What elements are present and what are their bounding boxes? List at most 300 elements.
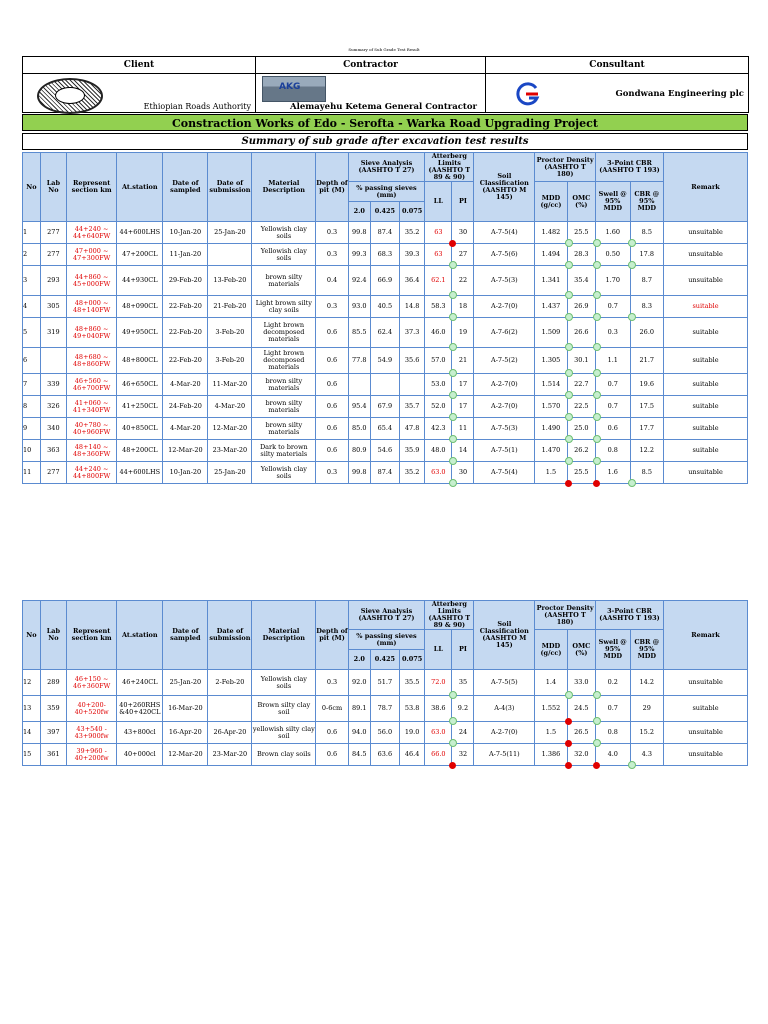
sieve-0-425: 66.9	[370, 266, 399, 296]
remark: suitable	[664, 296, 748, 318]
liquid-limit: 72.0	[425, 670, 452, 696]
sieve-0-425: 63.6	[370, 744, 399, 766]
date-submission: 4-Mar-20	[208, 396, 252, 418]
cbr-value: 8.5	[630, 222, 664, 244]
cbr-value: 29	[630, 696, 664, 722]
sieve-0-425: 87.4	[370, 462, 399, 484]
row-no: 15	[23, 744, 41, 766]
row-no: 6	[23, 348, 41, 374]
gondwana-logo-icon	[516, 82, 540, 106]
lab-no: 340	[40, 418, 66, 440]
col-sieve-0-425: 0.425	[370, 650, 399, 670]
date-submission	[208, 244, 252, 266]
col-represent: Represent section km	[66, 601, 116, 670]
omc-value: 25.0	[567, 418, 595, 440]
col-material: Material Description	[252, 153, 316, 222]
plasticity-index: 21	[452, 348, 474, 374]
swell-value: 4.0	[595, 744, 630, 766]
represent-section: 48+140 ~ 48+360FW	[66, 440, 116, 462]
lab-no: 305	[40, 296, 66, 318]
col-swell: Swell @ 95% MDD	[595, 182, 630, 222]
sieve-0-075: 19.0	[400, 722, 425, 744]
cbr-value: 19.6	[630, 374, 664, 396]
sieve-2-0: 85.5	[348, 318, 370, 348]
date-submission: 23-Mar-20	[208, 744, 252, 766]
pit-depth: 0.6	[316, 318, 348, 348]
col-soil: Soil Classification (AASHTO M 145)	[474, 153, 535, 222]
mdd-value: 1.470	[535, 440, 567, 462]
sieve-2-0: 99.8	[348, 462, 370, 484]
represent-section: 41+060 ~ 41+340FW	[66, 396, 116, 418]
sieve-0-075: 14.8	[400, 296, 425, 318]
plasticity-index: 24	[452, 722, 474, 744]
at-station: 47+200CL	[117, 244, 163, 266]
table-row	[23, 418, 748, 440]
col-omc: OMC (%)	[567, 630, 595, 670]
sieve-2-0: 92.0	[348, 670, 370, 696]
swell-value: 0.6	[595, 418, 630, 440]
row-no: 10	[23, 440, 41, 462]
date-submission: 13-Feb-20	[208, 266, 252, 296]
date-sampled: 16-Apr-20	[163, 722, 208, 744]
liquid-limit: 58.3	[425, 296, 452, 318]
remark: unsuitable	[664, 722, 748, 744]
plasticity-index: 18	[452, 296, 474, 318]
cbr-value: 8.7	[630, 266, 664, 296]
represent-section: 46+150 ~ 46+360FW	[66, 670, 116, 696]
consultant-heading: Consultant	[486, 57, 749, 74]
col-atterberg: Atterberg Limits (AASHTO T 89 & 90)	[425, 153, 474, 182]
table-row	[23, 744, 748, 766]
col-ll: LL	[425, 630, 452, 670]
material-description: Brown clay soils	[252, 744, 316, 766]
era-logo-icon	[37, 78, 103, 114]
material-description: Dark to brown silty materials	[252, 440, 316, 462]
date-sampled: 29-Feb-20	[163, 266, 208, 296]
date-submission: 3-Feb-20	[208, 348, 252, 374]
pit-depth: 0.3	[316, 462, 348, 484]
remark: suitable	[664, 440, 748, 462]
results-table-2	[22, 600, 748, 766]
at-station: 46+650CL	[117, 374, 163, 396]
col-sieve: Sieve Analysis (AASHTO T 27)	[348, 153, 424, 182]
at-station: 41+250CL	[117, 396, 163, 418]
plasticity-index: 35	[452, 670, 474, 696]
mdd-value: 1.305	[535, 348, 567, 374]
mdd-value: 1.494	[535, 244, 567, 266]
material-description: Yellowish clay soils	[252, 222, 316, 244]
plasticity-index: 30	[452, 462, 474, 484]
represent-section: 48+680 ~ 48+860FW	[66, 348, 116, 374]
mdd-value: 1.552	[535, 696, 567, 722]
liquid-limit: 38.6	[425, 696, 452, 722]
col-lab-no: Lab No	[40, 153, 66, 222]
table-row	[23, 396, 748, 418]
row-no: 4	[23, 296, 41, 318]
date-sampled: 12-Mar-20	[163, 440, 208, 462]
soil-class: A-7-5(4)	[474, 462, 535, 484]
row-no: 3	[23, 266, 41, 296]
sieve-0-425: 54.9	[370, 348, 399, 374]
pit-depth: 0.3	[316, 296, 348, 318]
sieve-0-075: 35.5	[400, 670, 425, 696]
fail-marker-icon	[593, 762, 600, 769]
summary-title: Summary of sub grade after excavation test results	[22, 133, 748, 150]
client-heading: Client	[23, 57, 256, 74]
col-date-submission: Date of submission	[208, 153, 252, 222]
liquid-limit: 63.0	[425, 462, 452, 484]
col-passing: % passing sieves (mm)	[348, 182, 424, 202]
cbr-value: 21.7	[630, 348, 664, 374]
contractor-cell	[256, 74, 486, 113]
col-remark: Remark	[664, 153, 748, 222]
col-mdd: MDD (g/cc)	[535, 182, 567, 222]
represent-section: 47+000 ~ 47+300FW	[66, 244, 116, 266]
remark: suitable	[664, 318, 748, 348]
results-table-1	[22, 152, 748, 484]
col-sieve-0-425: 0.425	[370, 202, 399, 222]
cbr-value: 17.5	[630, 396, 664, 418]
col-cbr95: CBR @ 95% MDD	[630, 630, 664, 670]
sieve-0-425	[370, 374, 399, 396]
sieve-0-425: 54.6	[370, 440, 399, 462]
omc-value: 26.9	[567, 296, 595, 318]
col-sieve-2-0: 2.0	[348, 202, 370, 222]
row-no: 13	[23, 696, 41, 722]
consultant-cell	[486, 74, 749, 113]
at-station: 44+600LHS	[117, 222, 163, 244]
material-description: Yellowish clay soils	[252, 670, 316, 696]
swell-value: 0.3	[595, 318, 630, 348]
swell-value: 1.60	[595, 222, 630, 244]
swell-value: 1.1	[595, 348, 630, 374]
date-sampled: 22-Feb-20	[163, 318, 208, 348]
date-sampled: 10-Jan-20	[163, 462, 208, 484]
remark: suitable	[664, 396, 748, 418]
row-no: 14	[23, 722, 41, 744]
material-description: Brown silty clay soil	[252, 696, 316, 722]
row-no: 12	[23, 670, 41, 696]
soil-class: A-4(3)	[474, 696, 535, 722]
col-cbr: 3-Point CBR (AASHTO T 193)	[595, 153, 663, 182]
col-sieve-2-0: 2.0	[348, 650, 370, 670]
omc-value: 26.2	[567, 440, 595, 462]
contractor-heading: Contractor	[256, 57, 486, 74]
fail-marker-icon	[449, 762, 456, 769]
omc-value: 24.5	[567, 696, 595, 722]
sieve-2-0: 92.4	[348, 266, 370, 296]
omc-value: 33.0	[567, 670, 595, 696]
sieve-0-075: 39.3	[400, 244, 425, 266]
sieve-0-075: 47.8	[400, 418, 425, 440]
col-pi: PI	[452, 182, 474, 222]
sieve-0-075	[400, 374, 425, 396]
col-sieve: Sieve Analysis (AASHTO T 27)	[348, 601, 424, 630]
soil-class: A-7-5(3)	[474, 418, 535, 440]
swell-value: 0.2	[595, 670, 630, 696]
remark: unsuitable	[664, 462, 748, 484]
sieve-0-075: 53.8	[400, 696, 425, 722]
at-station: 44+600LHS	[117, 462, 163, 484]
table-row	[23, 266, 748, 296]
fail-marker-icon	[593, 480, 600, 487]
represent-section: 46+560 ~ 46+700FW	[66, 374, 116, 396]
represent-section: 44+240 ~ 44+800FW	[66, 462, 116, 484]
col-material: Material Description	[252, 601, 316, 670]
swell-value: 0.8	[595, 440, 630, 462]
liquid-limit: 48.0	[425, 440, 452, 462]
sieve-0-075: 35.2	[400, 462, 425, 484]
sieve-0-075: 35.9	[400, 440, 425, 462]
cbr-value: 8.5	[630, 462, 664, 484]
liquid-limit: 62.1	[425, 266, 452, 296]
swell-value: 1.6	[595, 462, 630, 484]
mdd-value: 1.437	[535, 296, 567, 318]
liquid-limit: 46.0	[425, 318, 452, 348]
omc-value: 28.3	[567, 244, 595, 266]
swell-value: 0.7	[595, 296, 630, 318]
at-station: 40+000cl	[117, 744, 163, 766]
col-cbr: 3-Point CBR (AASHTO T 193)	[595, 601, 663, 630]
col-depth: Depth of pit (M)	[316, 601, 348, 670]
pass-marker-icon	[628, 479, 636, 487]
col-no: No	[23, 153, 41, 222]
date-submission: 25-Jan-20	[208, 462, 252, 484]
liquid-limit: 63	[425, 222, 452, 244]
col-pi: PI	[452, 630, 474, 670]
pit-depth: 0.6	[316, 374, 348, 396]
at-station: 40+260RHS &40+420CL	[117, 696, 163, 722]
sieve-2-0: 89.1	[348, 696, 370, 722]
lab-no: 397	[40, 722, 66, 744]
material-description: brown silty materials	[252, 418, 316, 440]
sieve-2-0: 93.0	[348, 296, 370, 318]
row-no: 9	[23, 418, 41, 440]
material-description: brown silty materials	[252, 266, 316, 296]
soil-class: A-7-5(4)	[474, 222, 535, 244]
table-row	[23, 244, 748, 266]
sieve-0-075: 36.4	[400, 266, 425, 296]
contractor-name: Alemayehu Ketema General Contractor	[290, 102, 478, 112]
date-sampled: 24-Feb-20	[163, 396, 208, 418]
plasticity-index: 9.2	[452, 696, 474, 722]
date-sampled: 4-Mar-20	[163, 374, 208, 396]
remark: unsuitable	[664, 222, 748, 244]
col-date-sampled: Date of sampled	[163, 153, 208, 222]
remark: suitable	[664, 348, 748, 374]
date-submission: 26-Apr-20	[208, 722, 252, 744]
sieve-0-425: 56.0	[370, 722, 399, 744]
soil-class: A-2-7(0)	[474, 396, 535, 418]
cbr-value: 8.3	[630, 296, 664, 318]
represent-section: 43+540 - 43+900fw	[66, 722, 116, 744]
plasticity-index: 19	[452, 318, 474, 348]
table-row	[23, 440, 748, 462]
at-station: 49+950CL	[117, 318, 163, 348]
col-date-sampled: Date of sampled	[163, 601, 208, 670]
at-station: 48+800CL	[117, 348, 163, 374]
col-no: No	[23, 601, 41, 670]
sieve-2-0: 85.0	[348, 418, 370, 440]
pit-depth: 0-6cm	[316, 696, 348, 722]
represent-section: 44+240 ~ 44+640FW	[66, 222, 116, 244]
table-row	[23, 318, 748, 348]
omc-value: 32.0	[567, 744, 595, 766]
soil-class: A-2-7(0)	[474, 374, 535, 396]
liquid-limit: 66.0	[425, 744, 452, 766]
date-submission: 3-Feb-20	[208, 318, 252, 348]
sieve-2-0: 84.5	[348, 744, 370, 766]
col-date-submission: Date of submission	[208, 601, 252, 670]
date-submission: 25-Jan-20	[208, 222, 252, 244]
at-station: 40+850CL	[117, 418, 163, 440]
represent-section: 48+000 ~ 48+140FW	[66, 296, 116, 318]
swell-value: 0.7	[595, 696, 630, 722]
liquid-limit: 52.0	[425, 396, 452, 418]
date-sampled: 11-Jan-20	[163, 244, 208, 266]
at-station: 48+090CL	[117, 296, 163, 318]
col-ll: LL	[425, 182, 452, 222]
sieve-0-075: 37.3	[400, 318, 425, 348]
sieve-0-425: 68.3	[370, 244, 399, 266]
col-sieve-0-075: 0.075	[400, 650, 425, 670]
party-header	[22, 56, 749, 113]
swell-value: 0.50	[595, 244, 630, 266]
remark: suitable	[664, 418, 748, 440]
swell-value: 1.70	[595, 266, 630, 296]
pit-depth: 0.6	[316, 348, 348, 374]
col-at-station: At.station	[117, 601, 163, 670]
col-proctor: Proctor Density (AASHTO T 180)	[535, 601, 596, 630]
remark: unsuitable	[664, 266, 748, 296]
pass-marker-icon	[449, 479, 457, 487]
col-lab-no: Lab No	[40, 601, 66, 670]
material-description: brown silty materials	[252, 396, 316, 418]
material-description: Yellowish clay soils	[252, 244, 316, 266]
omc-value: 26.5	[567, 722, 595, 744]
mdd-value: 1.4	[535, 670, 567, 696]
col-mdd: MDD (g/cc)	[535, 630, 567, 670]
col-sieve-0-075: 0.075	[400, 202, 425, 222]
sieve-0-425: 65.4	[370, 418, 399, 440]
date-sampled: 10-Jan-20	[163, 222, 208, 244]
col-depth: Depth of pit (M)	[316, 153, 348, 222]
col-omc: OMC (%)	[567, 182, 595, 222]
soil-class: A-7-5(5)	[474, 670, 535, 696]
col-at-station: At.station	[117, 153, 163, 222]
row-no: 5	[23, 318, 41, 348]
date-sampled: 22-Feb-20	[163, 296, 208, 318]
at-station: 48+200CL	[117, 440, 163, 462]
lab-no: 361	[40, 744, 66, 766]
project-title: Constraction Works of Edo - Serofta - Warka Road Upgrading Project	[22, 114, 748, 131]
date-sampled: 16-Mar-20	[163, 696, 208, 722]
mdd-value: 1.490	[535, 418, 567, 440]
table-row	[23, 374, 748, 396]
col-proctor: Proctor Density (AASHTO T 180)	[535, 153, 596, 182]
cbr-value: 12.2	[630, 440, 664, 462]
date-sampled: 22-Feb-20	[163, 348, 208, 374]
sieve-0-425: 51.7	[370, 670, 399, 696]
pit-depth: 0.6	[316, 396, 348, 418]
col-soil: Soil Classification (AASHTO M 145)	[474, 601, 535, 670]
omc-value: 25.5	[567, 222, 595, 244]
soil-class: A-2-7(0)	[474, 722, 535, 744]
represent-section: 48+860 ~ 49+040FW	[66, 318, 116, 348]
sieve-2-0: 95.4	[348, 396, 370, 418]
plasticity-index: 32	[452, 744, 474, 766]
date-sampled: 25-Jan-20	[163, 670, 208, 696]
material-description: brown silty materials	[252, 374, 316, 396]
remark: unsuitable	[664, 744, 748, 766]
date-submission: 23-Mar-20	[208, 440, 252, 462]
mdd-value: 1.386	[535, 744, 567, 766]
sieve-0-425: 62.4	[370, 318, 399, 348]
sieve-0-075: 35.7	[400, 396, 425, 418]
mdd-value: 1.5	[535, 722, 567, 744]
pit-depth: 0.3	[316, 244, 348, 266]
lab-no: 293	[40, 266, 66, 296]
omc-value: 22.5	[567, 396, 595, 418]
table-row	[23, 722, 748, 744]
material-description: Light brown decomposed materials	[252, 348, 316, 374]
lab-no: 277	[40, 462, 66, 484]
table-row	[23, 670, 748, 696]
cbr-value: 4.3	[630, 744, 664, 766]
sieve-0-075: 46.4	[400, 744, 425, 766]
soil-class: A-7-5(1)	[474, 440, 535, 462]
cbr-value: 15.2	[630, 722, 664, 744]
represent-section: 40+780 ~ 40+960FW	[66, 418, 116, 440]
at-station: 46+240CL	[117, 670, 163, 696]
liquid-limit: 63	[425, 244, 452, 266]
pit-depth: 0.6	[316, 722, 348, 744]
swell-value: 0.7	[595, 396, 630, 418]
pit-depth: 0.6	[316, 440, 348, 462]
mdd-value: 1.482	[535, 222, 567, 244]
col-remark: Remark	[664, 601, 748, 670]
soil-class: A-7-5(6)	[474, 244, 535, 266]
mdd-value: 1.509	[535, 318, 567, 348]
sieve-2-0	[348, 374, 370, 396]
represent-section: 40+200- 40+520fw	[66, 696, 116, 722]
material-description: yellowish silty clay soil	[252, 722, 316, 744]
table-row	[23, 462, 748, 484]
at-station: 43+800cl	[117, 722, 163, 744]
soil-class: A-7-6(2)	[474, 318, 535, 348]
mdd-value: 1.570	[535, 396, 567, 418]
swell-value: 0.7	[595, 374, 630, 396]
liquid-limit: 57.0	[425, 348, 452, 374]
date-sampled: 12-Mar-20	[163, 744, 208, 766]
sieve-0-425: 87.4	[370, 222, 399, 244]
sieve-2-0: 77.8	[348, 348, 370, 374]
consultant-name: Gondwana Engineering plc	[615, 89, 744, 99]
row-no: 8	[23, 396, 41, 418]
lab-no: 363	[40, 440, 66, 462]
plasticity-index: 17	[452, 396, 474, 418]
sieve-0-075: 35.2	[400, 222, 425, 244]
cbr-value: 17.8	[630, 244, 664, 266]
cbr-value: 26.0	[630, 318, 664, 348]
omc-value: 25.5	[567, 462, 595, 484]
table-row	[23, 696, 748, 722]
pit-depth: 0.4	[316, 266, 348, 296]
client-cell	[23, 74, 256, 113]
soil-class: A-2-7(0)	[474, 296, 535, 318]
sieve-0-425: 78.7	[370, 696, 399, 722]
remark: unsuitable	[664, 244, 748, 266]
